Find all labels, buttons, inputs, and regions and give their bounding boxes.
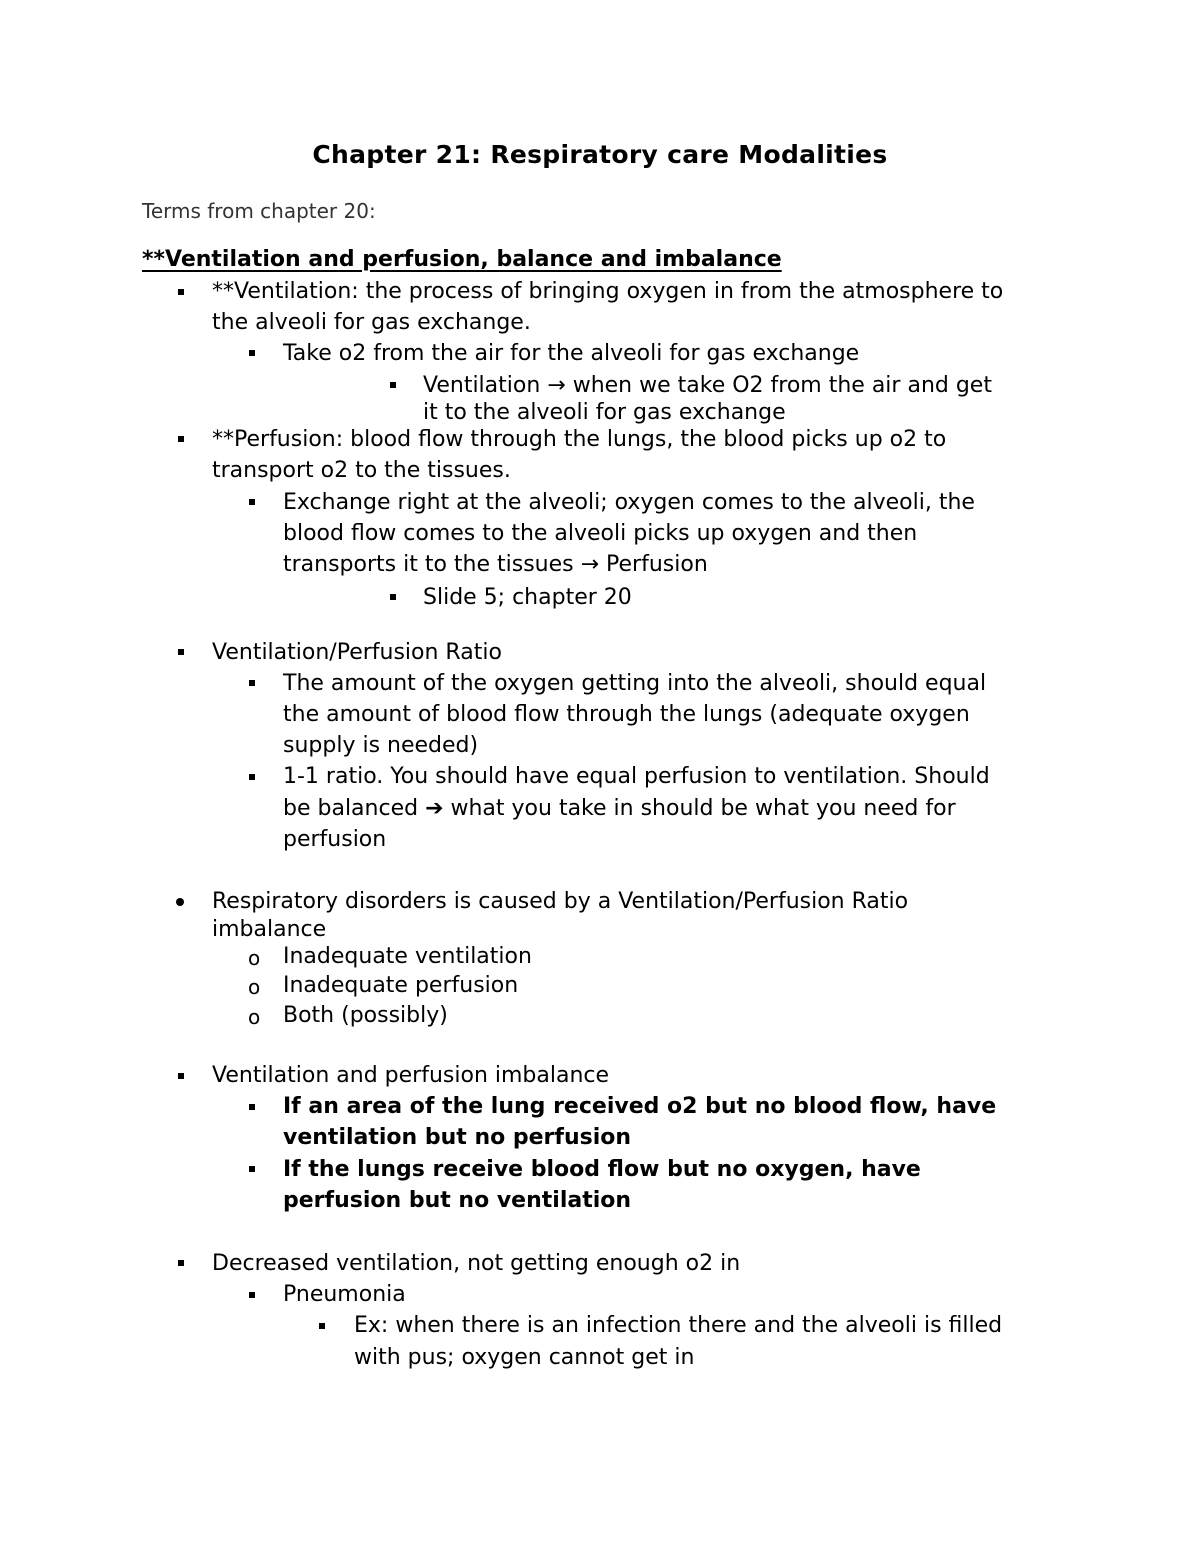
- list-item: Slide 5; chapter 20: [423, 585, 632, 610]
- list-item: **Ventilation: the process of bringing oxygen in from the atmosphere to: [212, 279, 1004, 304]
- square-bullet-icon: [249, 1104, 255, 1110]
- list-item: Both (possibly): [283, 1003, 448, 1028]
- page-title: Chapter 21: Respiratory care Modalities: [312, 140, 888, 169]
- list-item-continuation: blood flow comes to the alveoli picks up oxygen and then: [283, 521, 918, 546]
- list-item-continuation: perfusion but no ventilation: [283, 1188, 632, 1213]
- square-bullet-icon: [249, 680, 255, 686]
- square-bullet-icon: [178, 436, 184, 442]
- list-item: Ventilation and perfusion imbalance: [212, 1063, 610, 1088]
- circle-bullet-icon: o: [248, 1005, 261, 1029]
- list-item: The amount of the oxygen getting into the alveoli, should equal: [283, 671, 987, 696]
- list-item: Ex: when there is an infection there and the alveoli is filled: [354, 1313, 1003, 1338]
- list-item: Ventilation → when we take O2 from the air and get: [423, 373, 992, 398]
- list-item-continuation: it to the alveoli for gas exchange: [423, 400, 786, 425]
- square-bullet-icon: [178, 649, 184, 655]
- list-item: Pneumonia: [283, 1282, 406, 1307]
- square-bullet-icon: [319, 1323, 325, 1329]
- square-bullet-icon: [249, 350, 255, 356]
- list-item: If an area of the lung received o2 but no blood flow, have: [283, 1094, 997, 1119]
- list-item-continuation: transports it to the tissues → Perfusion: [283, 552, 708, 577]
- list-item: Inadequate ventilation: [283, 944, 532, 969]
- list-item: If the lungs receive blood flow but no oxygen, have: [283, 1157, 921, 1182]
- circle-bullet-icon: o: [248, 975, 261, 999]
- list-item-continuation: imbalance: [212, 917, 327, 942]
- list-item: Take o2 from the air for the alveoli for gas exchange: [283, 341, 860, 366]
- list-item: Ventilation/Perfusion Ratio: [212, 640, 502, 665]
- square-bullet-icon: [178, 289, 184, 295]
- list-item: Decreased ventilation, not getting enough o2 in: [212, 1251, 741, 1276]
- list-item-continuation: the amount of blood flow through the lungs (adequate oxygen: [283, 702, 970, 727]
- square-bullet-icon: [249, 774, 255, 780]
- list-item-continuation: be balanced ➔ what you take in should be what you need for: [283, 796, 956, 821]
- list-item-continuation: transport o2 to the tissues.: [212, 458, 511, 483]
- list-item-continuation: ventilation but no perfusion: [283, 1125, 632, 1150]
- intro-text: Terms from chapter 20:: [142, 199, 376, 223]
- list-item: **Perfusion: blood flow through the lungs, the blood picks up o2 to: [212, 427, 947, 452]
- list-item-continuation: supply is needed): [283, 733, 479, 758]
- list-item: Inadequate perfusion: [283, 973, 519, 998]
- square-bullet-icon: [178, 1260, 184, 1266]
- list-item-continuation: the alveoli for gas exchange.: [212, 310, 531, 335]
- square-bullet-icon: [249, 1292, 255, 1298]
- square-bullet-icon: [178, 1073, 184, 1079]
- square-bullet-icon: [249, 1166, 255, 1172]
- list-item-continuation: with pus; oxygen cannot get in: [354, 1345, 695, 1370]
- square-bullet-icon: [390, 382, 396, 388]
- disc-bullet-icon: [176, 898, 184, 906]
- section-heading: **Ventilation and perfusion, balance and imbalance: [142, 247, 782, 272]
- list-item: Respiratory disorders is caused by a Ventilation/Perfusion Ratio: [212, 889, 909, 914]
- circle-bullet-icon: o: [248, 946, 261, 970]
- square-bullet-icon: [249, 499, 255, 505]
- list-item: 1-1 ratio. You should have equal perfusion to ventilation. Should: [283, 764, 990, 789]
- square-bullet-icon: [390, 594, 396, 600]
- list-item-continuation: perfusion: [283, 827, 387, 852]
- list-item: Exchange right at the alveoli; oxygen comes to the alveoli, the: [283, 490, 975, 515]
